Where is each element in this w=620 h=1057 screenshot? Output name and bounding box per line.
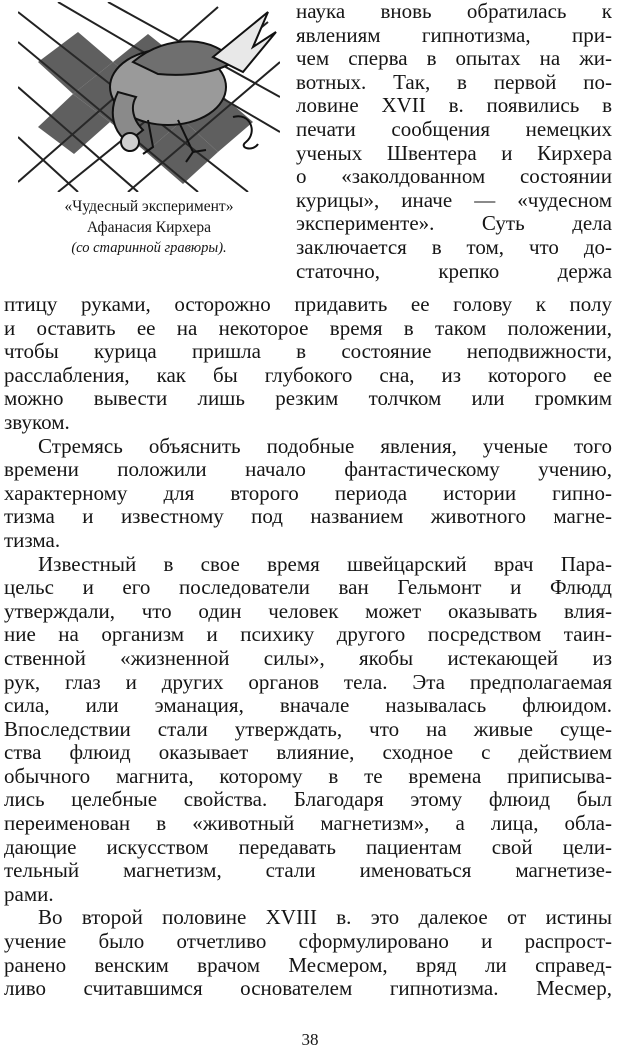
text-line: характерному для второго периода истории гипно-: [4, 480, 612, 505]
text-line: переименован в «животный магнетизм», а лица, обла-: [4, 811, 612, 836]
text-line: учение было отчетливо сформулировано и распрост-: [4, 929, 612, 954]
text-line: и оставить ее на некоторое время в таком положении,: [4, 315, 612, 340]
text-line: дающие искусством передавать пациентам свой цели-: [4, 834, 612, 859]
text-line: тизма и известному под названием животного магне-: [4, 504, 612, 529]
text-line: наука вновь обратилась к: [296, 0, 612, 23]
text-line: вотных. Так, в первой по-: [296, 69, 612, 94]
text-line: явлениям гипнотизма, при-: [296, 22, 612, 47]
text-line: утверждали, что один человек может оказывать влия-: [4, 598, 612, 623]
text-line: Во второй половине XVIII в. это далекое от истины: [38, 905, 612, 930]
caption-title: «Чудесный эксперимент»: [64, 198, 234, 215]
text-line: птицу руками, осторожно придавить ее голову к полу: [4, 292, 612, 316]
text-line: печати сообщения немецких: [296, 116, 612, 141]
text-line: о «заколдованном состоянии: [296, 164, 612, 189]
text-line: лись целебные свойства. Благодаря этому флюид был: [4, 787, 612, 812]
text-line: рами.: [4, 881, 54, 906]
text-line: статочно, крепко держа: [296, 258, 612, 283]
caption-source: (со старинной гравюры).: [71, 240, 227, 256]
text-line: ние на организм и психику другого посредством таин-: [4, 622, 612, 647]
text-line: чтобы курица пришла в состояние неподвижности,: [4, 339, 612, 364]
text-line: расслабления, как бы глубокого сна, из которого ее: [4, 362, 612, 387]
text-line: ства флюид оказывает влияние, сходное с действием: [4, 740, 612, 765]
text-line: времени положили начало фантастическому учению,: [4, 457, 612, 482]
text-line: эксперименте». Суть дела: [296, 211, 612, 236]
text-line: заключается в том, что до-: [296, 234, 612, 259]
text-line: Известный в свое время швейцарский врач Пара-: [38, 551, 612, 576]
text-line: тельный магнетизм, стали именоваться магнетизе-: [4, 858, 612, 883]
text-line: ственной «жизненной силы», якобы истекающей из: [4, 645, 612, 670]
hen-engraving-icon: [18, 2, 280, 192]
text-line: ловине XVII в. появились в: [296, 93, 612, 118]
text-line: Стремясь объяснить подобные явления, ученые того: [38, 433, 612, 458]
text-line: ранено венским врачом Месмером, вряд ли справед-: [4, 952, 612, 977]
caption-author: Афанасия Кирхера: [86, 219, 212, 236]
text-line: ученых Швентера и Кирхера: [296, 140, 612, 165]
text-line: курицы», иначе — «чудесном: [296, 187, 612, 212]
text-line: чем сперва в опытах на жи-: [296, 46, 612, 71]
text-line: можно вывести лишь резким толчком или громким: [4, 386, 612, 411]
figure-caption: [10, 196, 288, 259]
text-line: тизма.: [4, 527, 61, 552]
text-body: [4, 293, 612, 1001]
text-line: рук, глаз и других органов тела. Эта предполагаемая: [4, 669, 612, 694]
text-line: звуком.: [4, 409, 70, 434]
text-line: ливо считавшимся основателем гипнотизма. Месмер,: [4, 976, 612, 1001]
text-line: сила, или эманация, вначале называлась флюидом.: [4, 693, 612, 718]
page-number: 38: [301, 1030, 319, 1049]
text-line: цельс и его последователи ван Гельмонт и Флюдд: [4, 575, 612, 600]
text-line: Впоследствии стали утверждать, что на живые суще-: [4, 716, 612, 741]
text-line: обычного магнита, которому в те времена приписыва-: [4, 763, 612, 788]
figure: [10, 2, 288, 264]
text-column-right: [296, 0, 612, 283]
